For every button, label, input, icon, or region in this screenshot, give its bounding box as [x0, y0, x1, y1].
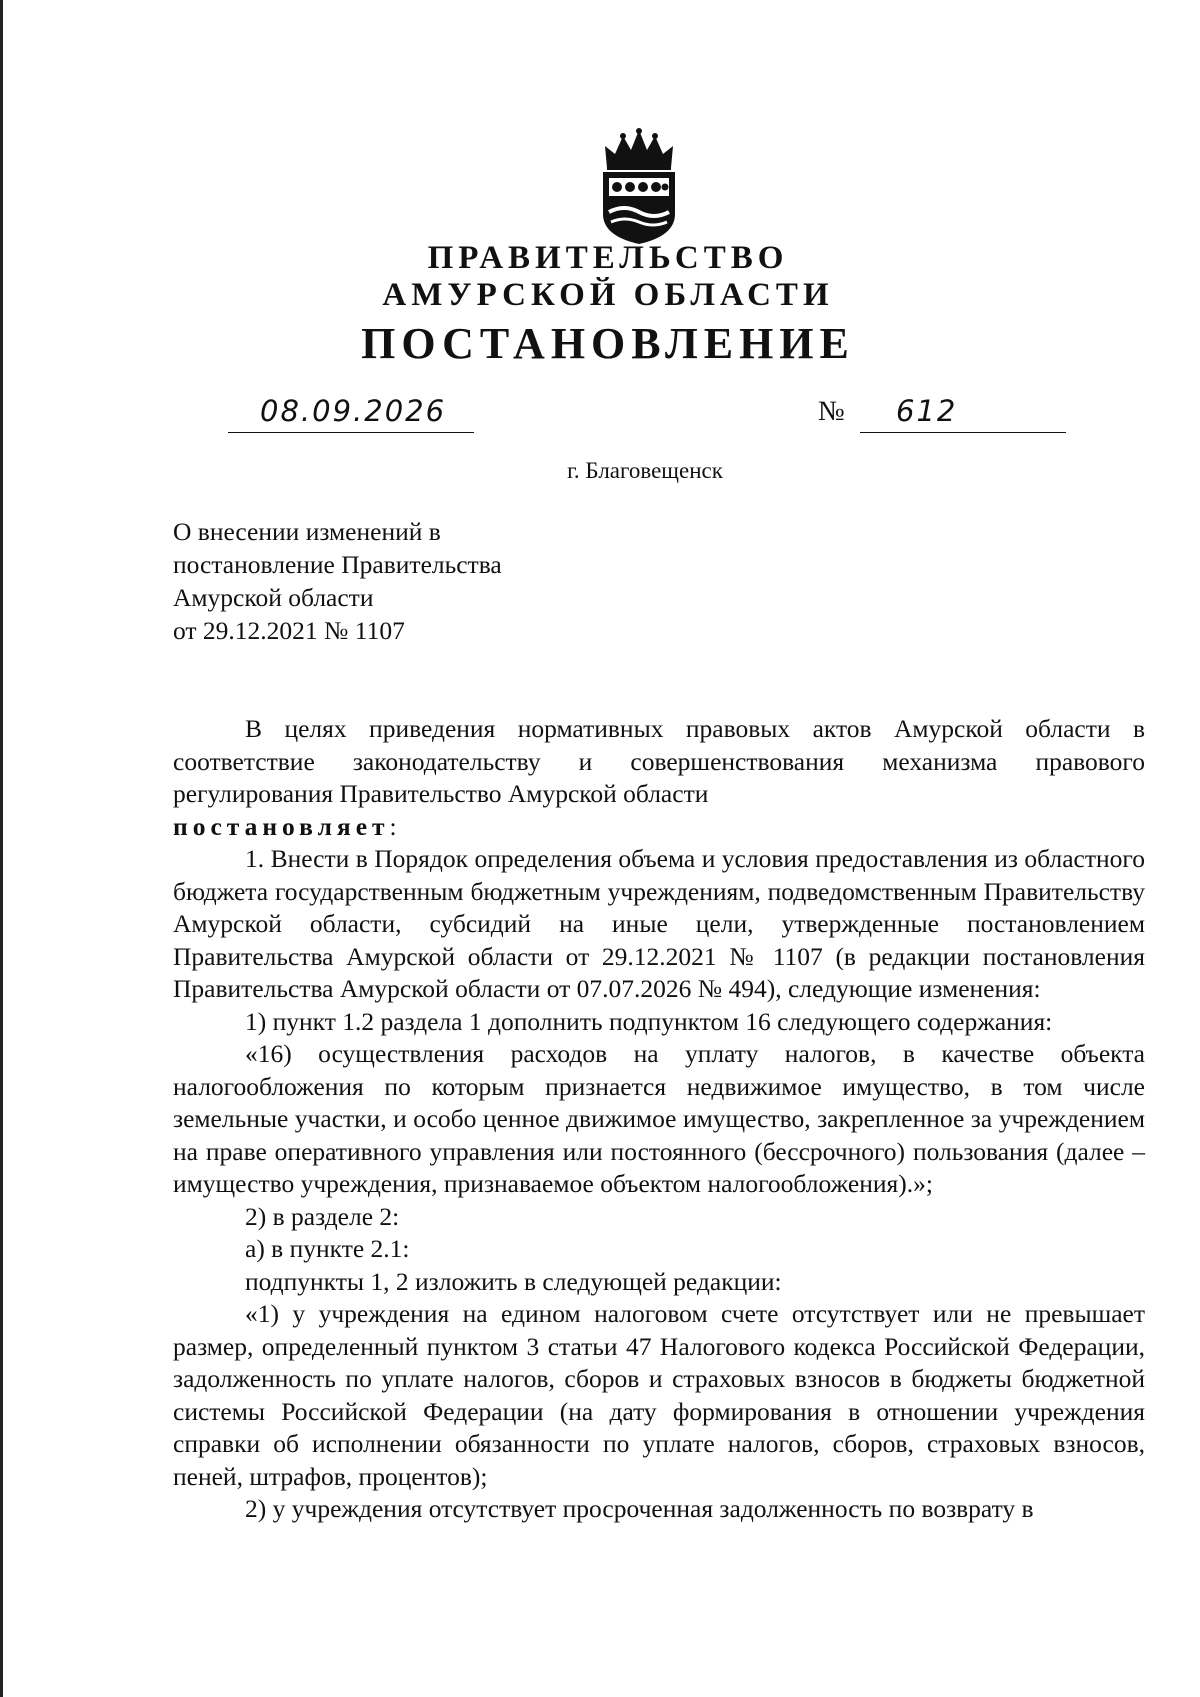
- number-label: №: [818, 396, 845, 427]
- decree-colon: :: [389, 811, 397, 841]
- decree-word: постановляет: [173, 811, 390, 841]
- paragraph-quote-2: 2) у учреждения отсутствует просроченная задолженность по возврату в: [245, 1494, 1034, 1523]
- paragraph-quote-1: «1) у учреждения на едином налоговом счете отсутствует или не превышает размер, определенный пунктом 3 статьи 47 Налогового кодекса Российской Федерации, задолженность по уплате налогов, сборов и страховых взносов в бюджеты бюджетной системы Российской Федерации (на дату формирования в отношении учреждения справки об исполнении обязанности по уплате налогов, сборов, страховых взносов, пеней, штрафов, процентов);: [173, 1299, 1145, 1491]
- org-name-line1: ПРАВИТЕЛЬСТВО: [427, 240, 789, 276]
- scan-edge: [0, 0, 3, 1697]
- subject-block: [173, 515, 673, 647]
- subject-line: от 29.12.2021 № 1107: [173, 616, 405, 645]
- org-name-line2: АМУРСКОЙ ОБЛАСТИ: [382, 277, 834, 313]
- handwritten-number: 612: [896, 394, 958, 428]
- subject-line: О внесении изменений в: [173, 517, 441, 546]
- paragraph-point-2-1: а) в пункте 2.1:: [245, 1234, 410, 1263]
- document-type: ПОСТАНОВЛЕНИЕ: [361, 319, 855, 368]
- number-field: [860, 392, 1066, 433]
- paragraph-quote-16: «16) осуществления расходов на уплату налогов, в качестве объекта налогообложения по которым признается недвижимое имущество, в том числе земельные участки, и особо ценное движимое имущество, закрепленное за учреждением на праве оперативного управления или постоянного (бессрочного) пользования (далее – имущество учреждения, признаваемое объектом налогообложения).»;: [173, 1039, 1145, 1198]
- paragraph-1-1: 1) пункт 1.2 раздела 1 дополнить подпунктом 16 следующего содержания:: [245, 1006, 1053, 1036]
- decree-line: [173, 811, 1145, 844]
- document-body: [173, 713, 1145, 1526]
- subject-line: постановление Правительства: [173, 550, 502, 579]
- subject-line: Амурской области: [173, 583, 374, 612]
- amur-oblast-coat-of-arms-icon: [599, 128, 679, 246]
- paragraph-subpoints: подпункты 1, 2 изложить в следующей редакции:: [245, 1266, 782, 1296]
- date-field: [228, 392, 474, 433]
- paragraph-1: 1. Внести в Порядок определения объема и условия предоставления из областного бюджета государственным бюджетным учреждениям, подведомственным Правительству Амурской области, субсидий на иные цели, утвержденные постановлением Правительства Амурской области от 29.12.2021 № 1107 (в редакции постановления Правительства Амурской области от 07.07.2026 № 494), следующие изменения:: [173, 844, 1145, 1003]
- paragraph-section-2: 2) в разделе 2:: [245, 1201, 400, 1231]
- handwritten-date: 08.09.2026: [260, 394, 447, 428]
- city: г. Благовещенск: [567, 458, 723, 483]
- preamble: В целях приведения нормативных правовых актов Амурской области в соответствие законодательству и совершенствования механизма правового регулирования Правительство Амурской области: [173, 714, 1145, 808]
